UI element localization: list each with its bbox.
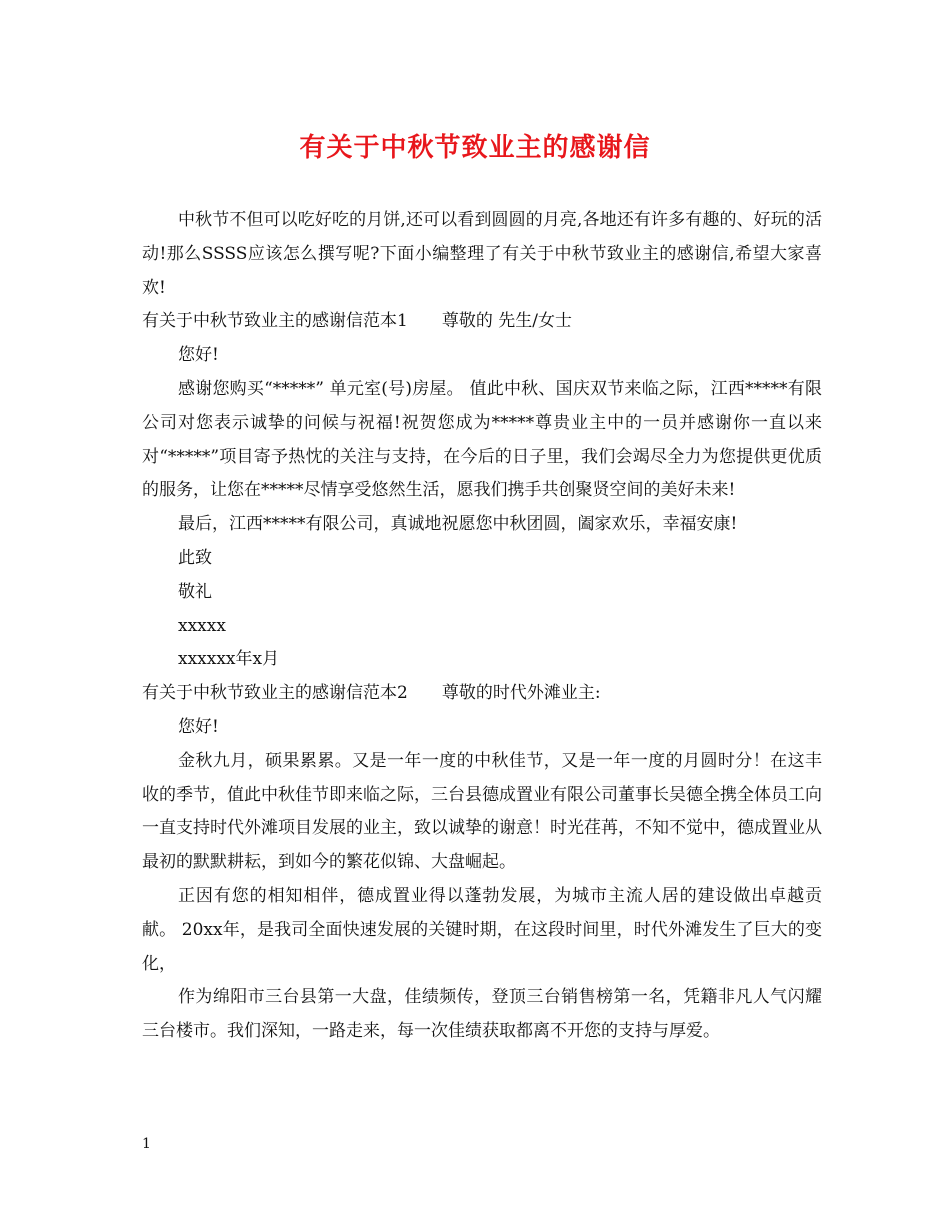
document-body [142,204,822,1049]
sample1-date: xxxxxx年x月 [178,649,280,670]
sample2-paragraph-3: 作为绵阳市三台县第一大盘，佳绩频传，登顶三台销售榜第一名，凭籍非凡人气闪耀三台楼市。我们深知，一路走来，每一次佳绩获取都离不开您的支持与厚爱。 [142,987,822,1042]
document-title: 有关于中秋节致业主的感谢信 [299,133,651,163]
sample1-paragraph-1: 感谢您购买“*****” 单元室(号)房屋。 值此中秋、国庆双节来临之际，江西*****有限公司对您表示诚挚的问候与祝福!祝贺您成为*****尊贵业主中的一员并感谢你一直以来对“*****”项目寄予热忱的关注与支持，在今后的日子里，我们会竭尽全力为您提供更优质的服务，让您在*****尽情享受悠然生活，愿我们携手共创聚贤空间的美好未来! [142,378,822,501]
sample2-paragraph-2: 正因有您的相知相伴，德成置业得以蓬勃发展，为城市主流人居的建设做出卓越贡献。 20xx年，是我司全面快速发展的关键时期，在这段时间里，时代外滩发生了巨大的变化， [142,885,822,974]
sample1-signature: xxxxx [178,615,226,636]
sample1-paragraph-2: 最后，江西*****有限公司，真诚地祝愿您中秋团圆，阖家欢乐，幸福安康! [178,514,738,535]
page-number: 1 [142,1136,151,1152]
intro-paragraph: 中秋节不但可以吃好吃的月饼,还可以看到圆圆的月亮,各地还有许多有趣的、好玩的活动!那么SSSS应该怎么撰写呢?下面小编整理了有关于中秋节致业主的感谢信,希望大家喜欢! [142,210,822,298]
sample2-greeting: 您好! [178,716,219,737]
sample2-paragraph-1: 金秋九月，硕果累累。又是一年一度的中秋佳节，又是一年一度的月圆时分！在这丰收的季节，值此中秋佳节即来临之际，三台县德成置业有限公司董事长吴德全携全体员工向一直支持时代外滩项目发展的业主，致以诚挚的谢意！时光荏苒，不知不觉中，德成置业从最初的默默耕耘，到如今的繁花似锦、大盘崛起。 [142,750,822,873]
sample1-closing-1: 此致 [178,547,212,568]
sample1-heading: 有关于中秋节致业主的感谢信范本1 尊敬的 先生/女士 [142,311,572,332]
sample1-closing-2: 敬礼 [178,581,212,602]
sample1-greeting: 您好! [178,345,219,366]
sample2-heading: 有关于中秋节致业主的感谢信范本2 尊敬的时代外滩业主: [142,683,601,704]
